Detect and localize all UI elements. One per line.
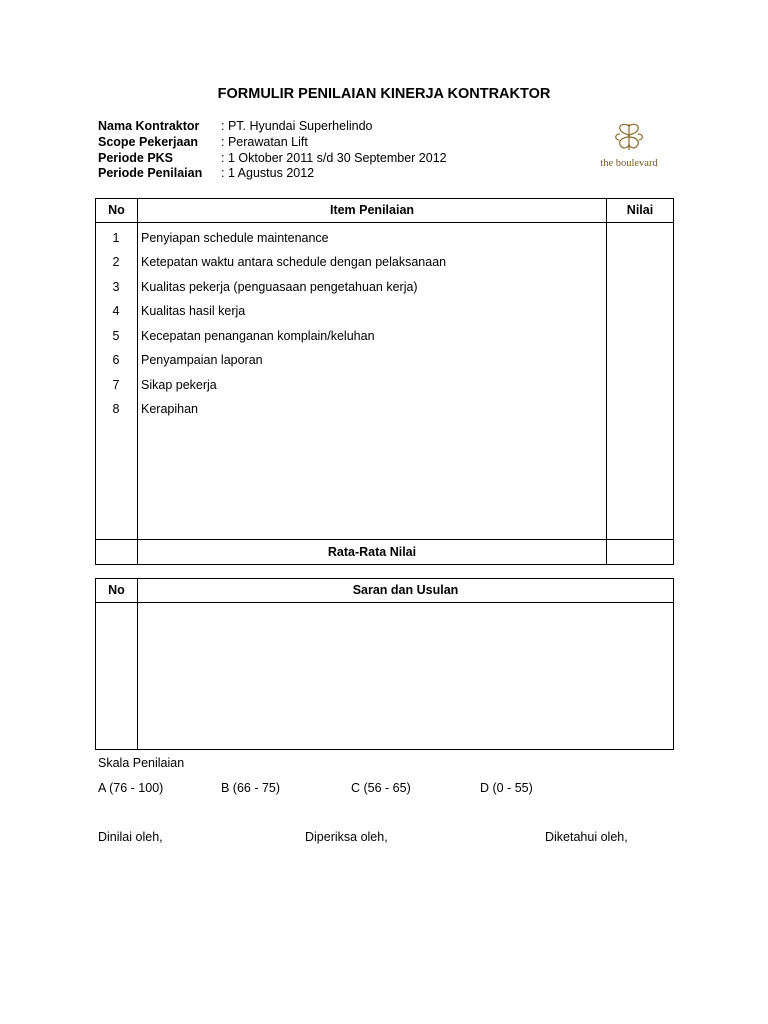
row-item: Penyiapan schedule maintenance	[141, 231, 329, 245]
header-suggestions: Saran dan Usulan	[352, 583, 459, 597]
signature-assessed-by: Dinilai oleh,	[98, 830, 163, 844]
row-item: Sikap pekerja	[141, 378, 217, 392]
scale-title: Skala Penilaian	[98, 756, 185, 770]
grade-b: B (66 - 75)	[221, 781, 281, 795]
pks-period-label: Periode PKS	[98, 151, 174, 165]
header-no: No	[108, 203, 125, 217]
header-score: Nilai	[626, 203, 654, 217]
column-divider	[137, 198, 138, 565]
row-number: 2	[112, 255, 120, 269]
average-score-label: Rata-Rata Nilai	[327, 545, 417, 559]
column-divider	[606, 198, 607, 565]
signature-acknowledged-by: Diketahui oleh,	[545, 830, 628, 844]
header-item: Item Penilaian	[329, 203, 415, 217]
row-number: 3	[112, 280, 120, 294]
header-no: No	[108, 583, 125, 597]
row-number: 7	[112, 378, 120, 392]
row-item: Kualitas pekerja (penguasaan pengetahuan kerja)	[141, 280, 418, 294]
row-item: Kerapihan	[141, 402, 198, 416]
row-number: 4	[112, 304, 120, 318]
row-item: Penyampaian laporan	[141, 353, 263, 367]
row-number: 1	[112, 231, 120, 245]
header-divider	[95, 602, 674, 603]
assessment-period-label: Periode Penilaian	[98, 166, 203, 180]
boulevard-emblem-icon	[611, 122, 647, 152]
company-logo	[594, 122, 664, 168]
row-item: Ketepatan waktu antara schedule dengan pelaksanaan	[141, 255, 447, 269]
contractor-name-label: Nama Kontraktor	[98, 119, 200, 133]
pks-period-value: : 1 Oktober 2011 s/d 30 September 2012	[221, 151, 447, 165]
signature-checked-by: Diperiksa oleh,	[305, 830, 388, 844]
assessment-period-value: : 1 Agustus 2012	[221, 166, 315, 180]
contractor-name-value: : PT. Hyundai Superhelindo	[221, 119, 373, 133]
header-divider	[95, 222, 674, 223]
grade-c: C (56 - 65)	[351, 781, 411, 795]
footer-divider	[95, 539, 674, 540]
page-title: FORMULIR PENILAIAN KINERJA KONTRAKTOR	[217, 86, 551, 102]
grade-a: A (76 - 100)	[98, 781, 164, 795]
grade-d: D (0 - 55)	[480, 781, 533, 795]
suggestion-table-border	[95, 578, 674, 750]
row-number: 6	[112, 353, 120, 367]
work-scope-value: : Perawatan Lift	[221, 135, 308, 149]
column-divider	[137, 578, 138, 750]
row-item: Kecepatan penanganan komplain/keluhan	[141, 329, 375, 343]
row-item: Kualitas hasil kerja	[141, 304, 246, 318]
logo-text: the boulevard	[600, 158, 658, 169]
row-number: 5	[112, 329, 120, 343]
row-number: 8	[112, 402, 120, 416]
work-scope-label: Scope Pekerjaan	[98, 135, 199, 149]
